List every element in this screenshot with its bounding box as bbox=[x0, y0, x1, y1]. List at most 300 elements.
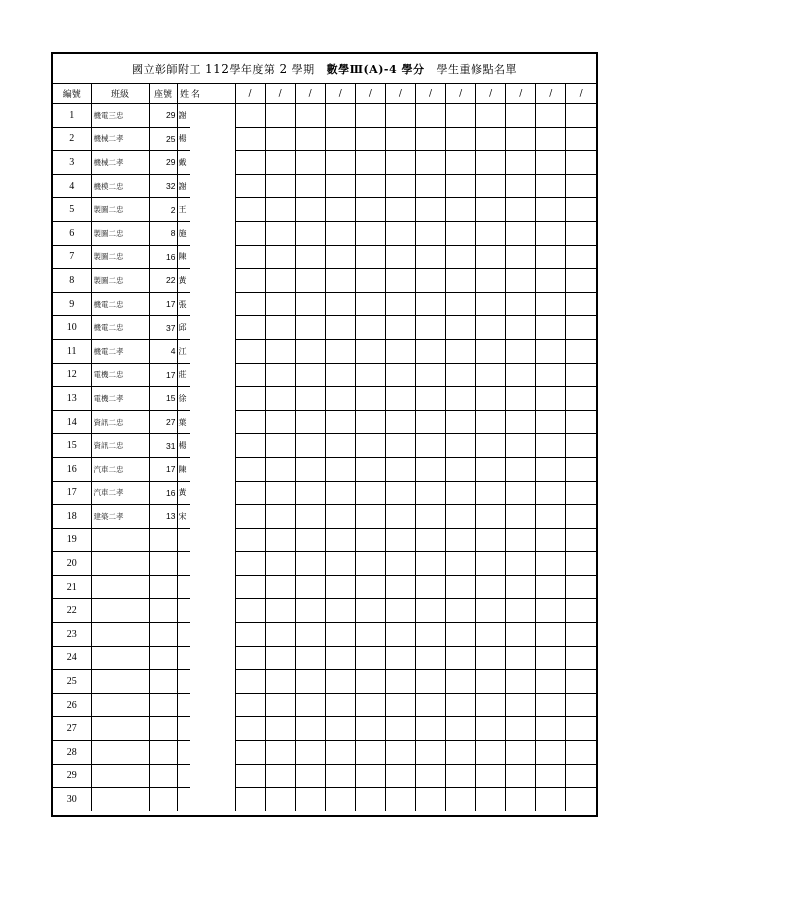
attendance-cell bbox=[566, 457, 596, 481]
table-row bbox=[53, 575, 596, 599]
row-name: 黃 bbox=[177, 481, 190, 505]
attendance-cell bbox=[476, 552, 506, 576]
attendance-cell bbox=[536, 339, 566, 363]
attendance-cell bbox=[566, 646, 596, 670]
attendance-cell bbox=[385, 174, 415, 198]
row-name bbox=[177, 575, 190, 599]
attendance-cell bbox=[446, 552, 476, 576]
attendance-cell bbox=[325, 481, 355, 505]
attendance-cell bbox=[325, 104, 355, 128]
attendance-cell bbox=[506, 127, 536, 151]
attendance-cell bbox=[446, 623, 476, 647]
attendance-cell bbox=[476, 481, 506, 505]
row-number: 26 bbox=[53, 693, 91, 717]
row-class: 製圖二忠 bbox=[91, 245, 149, 269]
header-date-slot: / bbox=[446, 84, 476, 104]
attendance-cell bbox=[446, 457, 476, 481]
attendance-cell bbox=[566, 693, 596, 717]
attendance-cell bbox=[415, 316, 445, 340]
table-row bbox=[53, 481, 596, 505]
attendance-cell bbox=[235, 104, 265, 128]
attendance-cell bbox=[265, 670, 295, 694]
row-name-blank bbox=[190, 717, 235, 741]
header-date-slot: / bbox=[385, 84, 415, 104]
attendance-cell bbox=[355, 174, 385, 198]
row-name-blank bbox=[190, 457, 235, 481]
table-row bbox=[53, 528, 596, 552]
attendance-cell bbox=[325, 741, 355, 765]
semester-number: 2 bbox=[279, 62, 288, 76]
attendance-cell bbox=[446, 741, 476, 765]
attendance-cell bbox=[265, 245, 295, 269]
row-class: 資訊二忠 bbox=[91, 434, 149, 458]
attendance-cell bbox=[536, 104, 566, 128]
attendance-cell bbox=[235, 221, 265, 245]
attendance-cell bbox=[506, 221, 536, 245]
row-class bbox=[91, 788, 149, 811]
attendance-cell bbox=[536, 245, 566, 269]
attendance-cell bbox=[476, 434, 506, 458]
roster-table bbox=[53, 84, 596, 811]
attendance-cell bbox=[506, 151, 536, 175]
attendance-cell bbox=[355, 693, 385, 717]
attendance-cell bbox=[566, 410, 596, 434]
attendance-cell bbox=[235, 788, 265, 811]
attendance-cell bbox=[476, 788, 506, 811]
header-class: 班級 bbox=[91, 84, 149, 104]
attendance-cell bbox=[265, 623, 295, 647]
attendance-cell bbox=[476, 221, 506, 245]
attendance-cell bbox=[295, 599, 325, 623]
attendance-cell bbox=[476, 292, 506, 316]
table-row bbox=[53, 741, 596, 765]
attendance-cell bbox=[476, 646, 506, 670]
attendance-cell bbox=[566, 339, 596, 363]
row-class: 電機二孝 bbox=[91, 387, 149, 411]
attendance-cell bbox=[566, 245, 596, 269]
attendance-cell bbox=[355, 245, 385, 269]
attendance-cell bbox=[265, 599, 295, 623]
row-name-blank bbox=[190, 528, 235, 552]
table-row bbox=[53, 387, 596, 411]
attendance-cell bbox=[295, 269, 325, 293]
attendance-cell bbox=[295, 410, 325, 434]
row-class: 電機二忠 bbox=[91, 363, 149, 387]
row-number: 2 bbox=[53, 127, 91, 151]
row-seat bbox=[149, 623, 177, 647]
header-date-slot: / bbox=[566, 84, 596, 104]
row-seat: 15 bbox=[149, 387, 177, 411]
row-name: 楊 bbox=[177, 434, 190, 458]
attendance-cell bbox=[295, 788, 325, 811]
attendance-cell bbox=[295, 764, 325, 788]
attendance-cell bbox=[235, 198, 265, 222]
attendance-cell bbox=[235, 387, 265, 411]
row-number: 20 bbox=[53, 552, 91, 576]
attendance-cell bbox=[476, 245, 506, 269]
attendance-cell bbox=[415, 670, 445, 694]
row-name bbox=[177, 717, 190, 741]
attendance-cell bbox=[506, 505, 536, 529]
attendance-cell bbox=[265, 788, 295, 811]
row-seat bbox=[149, 552, 177, 576]
attendance-cell bbox=[235, 245, 265, 269]
row-name: 楊 bbox=[177, 127, 190, 151]
attendance-cell bbox=[235, 505, 265, 529]
attendance-cell bbox=[506, 245, 536, 269]
attendance-cell bbox=[295, 528, 325, 552]
attendance-cell bbox=[385, 575, 415, 599]
row-seat: 25 bbox=[149, 127, 177, 151]
attendance-cell bbox=[325, 693, 355, 717]
attendance-cell bbox=[235, 127, 265, 151]
row-class bbox=[91, 599, 149, 623]
attendance-cell bbox=[355, 104, 385, 128]
attendance-cell bbox=[536, 434, 566, 458]
row-number: 14 bbox=[53, 410, 91, 434]
attendance-cell bbox=[446, 575, 476, 599]
attendance-cell bbox=[235, 434, 265, 458]
academic-year-suffix: 學年度第 bbox=[229, 63, 276, 76]
attendance-cell bbox=[385, 316, 415, 340]
attendance-cell bbox=[536, 717, 566, 741]
attendance-cell bbox=[415, 151, 445, 175]
attendance-cell bbox=[446, 693, 476, 717]
attendance-cell bbox=[415, 481, 445, 505]
attendance-cell bbox=[536, 599, 566, 623]
attendance-cell bbox=[265, 481, 295, 505]
attendance-cell bbox=[536, 174, 566, 198]
attendance-cell bbox=[476, 387, 506, 411]
attendance-cell bbox=[295, 127, 325, 151]
attendance-cell bbox=[536, 457, 566, 481]
row-number: 11 bbox=[53, 339, 91, 363]
row-number: 9 bbox=[53, 292, 91, 316]
attendance-cell bbox=[476, 410, 506, 434]
attendance-cell bbox=[355, 339, 385, 363]
header-date-slot: / bbox=[355, 84, 385, 104]
row-name: 施 bbox=[177, 221, 190, 245]
attendance-cell bbox=[235, 646, 265, 670]
row-class bbox=[91, 717, 149, 741]
attendance-cell bbox=[536, 505, 566, 529]
attendance-cell bbox=[506, 528, 536, 552]
row-class: 機電二忠 bbox=[91, 316, 149, 340]
attendance-cell bbox=[566, 198, 596, 222]
attendance-cell bbox=[476, 269, 506, 293]
attendance-cell bbox=[325, 528, 355, 552]
attendance-cell bbox=[415, 387, 445, 411]
table-row bbox=[53, 245, 596, 269]
attendance-cell bbox=[506, 575, 536, 599]
attendance-cell bbox=[446, 646, 476, 670]
attendance-cell bbox=[235, 623, 265, 647]
row-name bbox=[177, 623, 190, 647]
attendance-cell bbox=[536, 788, 566, 811]
attendance-cell bbox=[506, 363, 536, 387]
attendance-cell bbox=[446, 764, 476, 788]
attendance-cell bbox=[506, 764, 536, 788]
attendance-cell bbox=[265, 363, 295, 387]
row-number: 29 bbox=[53, 764, 91, 788]
attendance-cell bbox=[566, 528, 596, 552]
attendance-cell bbox=[355, 505, 385, 529]
attendance-cell bbox=[506, 198, 536, 222]
attendance-cell bbox=[355, 363, 385, 387]
attendance-cell bbox=[446, 717, 476, 741]
row-name-blank bbox=[190, 599, 235, 623]
row-name: 江 bbox=[177, 339, 190, 363]
attendance-cell bbox=[476, 623, 506, 647]
row-name-blank bbox=[190, 646, 235, 670]
table-row bbox=[53, 693, 596, 717]
attendance-cell bbox=[265, 174, 295, 198]
row-seat: 16 bbox=[149, 245, 177, 269]
row-class bbox=[91, 764, 149, 788]
attendance-cell bbox=[355, 717, 385, 741]
attendance-cell bbox=[566, 174, 596, 198]
attendance-cell bbox=[265, 198, 295, 222]
attendance-cell bbox=[385, 363, 415, 387]
attendance-cell bbox=[536, 741, 566, 765]
attendance-cell bbox=[325, 764, 355, 788]
attendance-cell bbox=[476, 528, 506, 552]
attendance-cell bbox=[476, 764, 506, 788]
row-number: 19 bbox=[53, 528, 91, 552]
attendance-cell bbox=[355, 434, 385, 458]
attendance-cell bbox=[566, 221, 596, 245]
attendance-cell bbox=[536, 693, 566, 717]
attendance-cell bbox=[295, 104, 325, 128]
attendance-cell bbox=[235, 552, 265, 576]
header-no: 編號 bbox=[53, 84, 91, 104]
attendance-cell bbox=[325, 316, 355, 340]
attendance-cell bbox=[235, 528, 265, 552]
attendance-cell bbox=[235, 269, 265, 293]
header-date-slot: / bbox=[325, 84, 355, 104]
table-row bbox=[53, 292, 596, 316]
attendance-cell bbox=[566, 269, 596, 293]
attendance-cell bbox=[265, 269, 295, 293]
attendance-cell bbox=[446, 292, 476, 316]
row-seat: 4 bbox=[149, 339, 177, 363]
attendance-cell bbox=[325, 269, 355, 293]
attendance-cell bbox=[295, 198, 325, 222]
attendance-cell bbox=[355, 316, 385, 340]
attendance-cell bbox=[355, 741, 385, 765]
row-name-blank bbox=[190, 292, 235, 316]
table-row bbox=[53, 434, 596, 458]
attendance-cell bbox=[415, 339, 445, 363]
attendance-cell bbox=[235, 151, 265, 175]
row-number: 16 bbox=[53, 457, 91, 481]
attendance-cell bbox=[476, 717, 506, 741]
attendance-cell bbox=[265, 316, 295, 340]
attendance-cell bbox=[295, 741, 325, 765]
attendance-cell bbox=[265, 552, 295, 576]
attendance-cell bbox=[235, 717, 265, 741]
attendance-cell bbox=[476, 127, 506, 151]
row-class: 機模二忠 bbox=[91, 174, 149, 198]
row-seat bbox=[149, 693, 177, 717]
attendance-cell bbox=[506, 434, 536, 458]
row-name: 邱 bbox=[177, 316, 190, 340]
row-number: 1 bbox=[53, 104, 91, 128]
attendance-cell bbox=[385, 670, 415, 694]
attendance-cell bbox=[325, 198, 355, 222]
attendance-cell bbox=[325, 221, 355, 245]
row-number: 13 bbox=[53, 387, 91, 411]
attendance-cell bbox=[506, 646, 536, 670]
row-number: 8 bbox=[53, 269, 91, 293]
row-name: 黃 bbox=[177, 269, 190, 293]
attendance-cell bbox=[476, 151, 506, 175]
attendance-cell bbox=[415, 457, 445, 481]
attendance-cell bbox=[295, 552, 325, 576]
attendance-cell bbox=[536, 198, 566, 222]
attendance-cell bbox=[355, 552, 385, 576]
row-name bbox=[177, 528, 190, 552]
attendance-cell bbox=[566, 575, 596, 599]
row-seat: 22 bbox=[149, 269, 177, 293]
attendance-cell bbox=[325, 127, 355, 151]
attendance-cell bbox=[385, 741, 415, 765]
attendance-cell bbox=[476, 339, 506, 363]
row-name-blank bbox=[190, 151, 235, 175]
attendance-cell bbox=[385, 646, 415, 670]
attendance-cell bbox=[385, 292, 415, 316]
row-seat bbox=[149, 599, 177, 623]
row-seat: 17 bbox=[149, 457, 177, 481]
attendance-cell bbox=[265, 410, 295, 434]
attendance-cell bbox=[536, 481, 566, 505]
attendance-cell bbox=[295, 505, 325, 529]
attendance-cell bbox=[325, 505, 355, 529]
attendance-cell bbox=[355, 788, 385, 811]
row-name-blank bbox=[190, 198, 235, 222]
row-seat bbox=[149, 528, 177, 552]
row-name-blank bbox=[190, 575, 235, 599]
attendance-cell bbox=[235, 693, 265, 717]
attendance-cell bbox=[476, 457, 506, 481]
row-number: 24 bbox=[53, 646, 91, 670]
row-name: 莊 bbox=[177, 363, 190, 387]
table-row bbox=[53, 457, 596, 481]
attendance-cell bbox=[476, 693, 506, 717]
attendance-cell bbox=[415, 693, 445, 717]
table-row bbox=[53, 174, 596, 198]
attendance-cell bbox=[385, 693, 415, 717]
attendance-cell bbox=[536, 575, 566, 599]
row-seat bbox=[149, 717, 177, 741]
attendance-cell bbox=[446, 788, 476, 811]
attendance-cell bbox=[355, 387, 385, 411]
attendance-cell bbox=[415, 269, 445, 293]
attendance-cell bbox=[536, 646, 566, 670]
table-row bbox=[53, 221, 596, 245]
row-name-blank bbox=[190, 693, 235, 717]
attendance-cell bbox=[235, 292, 265, 316]
row-number: 12 bbox=[53, 363, 91, 387]
attendance-cell bbox=[446, 599, 476, 623]
row-name-blank bbox=[190, 670, 235, 694]
row-name bbox=[177, 670, 190, 694]
list-name: 學生重修點名單 bbox=[436, 63, 517, 76]
attendance-cell bbox=[536, 552, 566, 576]
attendance-cell bbox=[295, 292, 325, 316]
attendance-cell bbox=[325, 292, 355, 316]
row-class: 製圖二忠 bbox=[91, 269, 149, 293]
attendance-cell bbox=[566, 481, 596, 505]
attendance-cell bbox=[295, 481, 325, 505]
row-name bbox=[177, 552, 190, 576]
attendance-cell bbox=[476, 174, 506, 198]
school-name: 國立彰師附工 bbox=[132, 63, 202, 76]
attendance-cell bbox=[476, 198, 506, 222]
row-seat bbox=[149, 764, 177, 788]
attendance-cell bbox=[536, 363, 566, 387]
attendance-cell bbox=[385, 764, 415, 788]
row-seat: 2 bbox=[149, 198, 177, 222]
attendance-cell bbox=[566, 599, 596, 623]
attendance-cell bbox=[325, 245, 355, 269]
attendance-cell bbox=[415, 505, 445, 529]
header-seat: 座號 bbox=[149, 84, 177, 104]
row-name-blank bbox=[190, 434, 235, 458]
attendance-cell bbox=[476, 575, 506, 599]
attendance-cell bbox=[476, 741, 506, 765]
attendance-cell bbox=[295, 174, 325, 198]
attendance-cell bbox=[355, 198, 385, 222]
attendance-cell bbox=[325, 552, 355, 576]
attendance-cell bbox=[265, 221, 295, 245]
row-seat: 37 bbox=[149, 316, 177, 340]
attendance-cell bbox=[325, 575, 355, 599]
attendance-cell bbox=[355, 221, 385, 245]
attendance-cell bbox=[235, 599, 265, 623]
attendance-cell bbox=[295, 221, 325, 245]
attendance-cell bbox=[536, 127, 566, 151]
row-class bbox=[91, 528, 149, 552]
attendance-cell bbox=[415, 363, 445, 387]
row-seat bbox=[149, 741, 177, 765]
attendance-cell bbox=[295, 670, 325, 694]
attendance-cell bbox=[415, 741, 445, 765]
row-class: 機電二忠 bbox=[91, 292, 149, 316]
attendance-cell bbox=[415, 646, 445, 670]
attendance-cell bbox=[566, 363, 596, 387]
attendance-cell bbox=[476, 316, 506, 340]
attendance-cell bbox=[265, 387, 295, 411]
attendance-cell bbox=[506, 670, 536, 694]
attendance-cell bbox=[536, 528, 566, 552]
attendance-cell bbox=[265, 292, 295, 316]
row-name-blank bbox=[190, 221, 235, 245]
table-row bbox=[53, 269, 596, 293]
attendance-cell bbox=[235, 670, 265, 694]
attendance-cell bbox=[536, 623, 566, 647]
header-date-slot: / bbox=[295, 84, 325, 104]
row-number: 3 bbox=[53, 151, 91, 175]
attendance-cell bbox=[265, 434, 295, 458]
attendance-cell bbox=[446, 387, 476, 411]
attendance-cell bbox=[235, 363, 265, 387]
attendance-cell bbox=[325, 457, 355, 481]
row-number: 10 bbox=[53, 316, 91, 340]
table-row bbox=[53, 505, 596, 529]
attendance-cell bbox=[385, 457, 415, 481]
attendance-cell bbox=[415, 292, 445, 316]
